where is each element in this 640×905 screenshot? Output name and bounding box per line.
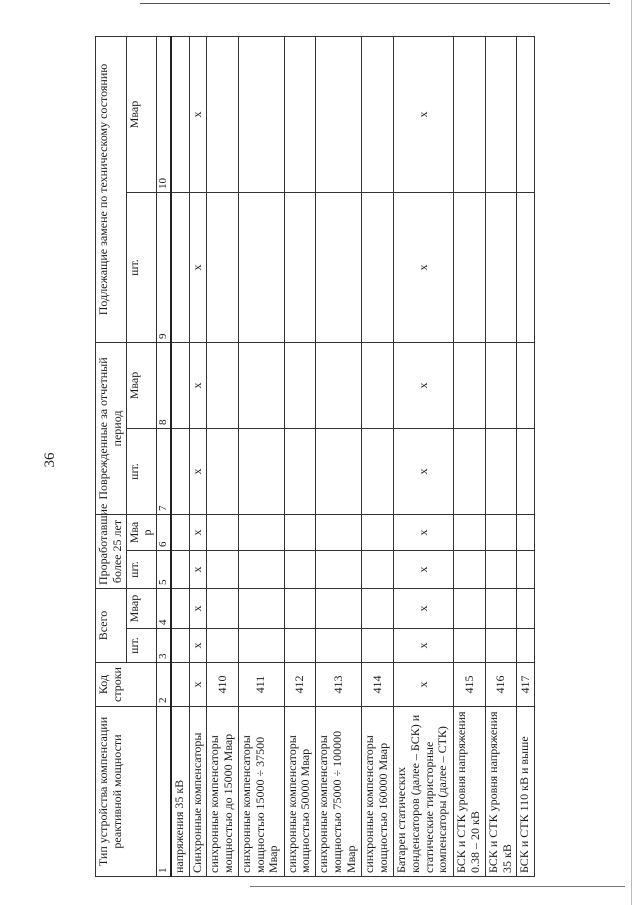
table-cell	[207, 629, 239, 663]
subheader-cell: Мва р	[126, 515, 157, 551]
header-group-over-25: Проработавшие более 25 лет	[96, 515, 127, 589]
column-number: 6	[157, 515, 172, 551]
table-cell	[238, 551, 284, 589]
row-type-label: синхронные компенсаторы мощностью 160000 Мвар	[362, 707, 394, 877]
table-cell	[171, 193, 189, 343]
table-cell	[238, 629, 284, 663]
reactive-power-table	[95, 36, 535, 877]
rotated-table-container	[95, 37, 535, 877]
table-cell	[316, 343, 362, 429]
table-row	[207, 37, 239, 877]
row-type-label: синхронные компенсаторы мощностью 50000 Мвар	[284, 707, 316, 877]
table-cell	[362, 515, 394, 551]
subheader-cell: Мвар	[126, 343, 157, 429]
table-cell	[238, 429, 284, 515]
row-code: 415	[454, 663, 486, 707]
row-code: 417	[517, 663, 535, 707]
table-cell	[207, 515, 239, 551]
subheader-cell: шт.	[126, 629, 157, 663]
table-cell	[284, 429, 316, 515]
table-row	[485, 37, 517, 877]
top-rule	[140, 3, 610, 4]
table-cell	[207, 589, 239, 629]
table-cell	[171, 551, 189, 589]
row-code: x	[189, 663, 206, 707]
table-cell	[485, 343, 517, 429]
table-cell	[517, 589, 535, 629]
table-cell: x	[393, 37, 453, 193]
column-number: 2	[157, 663, 172, 707]
table-cell	[207, 343, 239, 429]
table-cell	[316, 551, 362, 589]
table-cell	[316, 629, 362, 663]
table-cell: x	[189, 429, 206, 515]
table-cell	[238, 343, 284, 429]
subheader-cell: Мвар	[126, 589, 157, 629]
table-cell	[207, 551, 239, 589]
row-type-label: напряжения 35 кВ	[171, 707, 189, 877]
table-cell	[238, 515, 284, 551]
table-cell	[362, 629, 394, 663]
table-cell	[517, 343, 535, 429]
subheader-cell: шт.	[126, 551, 157, 589]
row-type-label: Синхронные компенсаторы	[189, 707, 206, 877]
table-cell: x	[189, 629, 206, 663]
row-code: 413	[316, 663, 362, 707]
table-cell	[238, 193, 284, 343]
table-cell	[238, 37, 284, 193]
table-row	[284, 37, 316, 877]
bottom-rule	[250, 886, 625, 887]
table-row	[189, 37, 206, 877]
table-cell: x	[189, 515, 206, 551]
row-type-label: синхронные компенсаторы мощностью 75000 ÷ 100000 Мвар	[316, 707, 362, 877]
table-cell	[207, 37, 239, 193]
table-cell	[362, 193, 394, 343]
table-cell	[362, 551, 394, 589]
row-code	[171, 663, 189, 707]
table-cell	[362, 343, 394, 429]
table-cell	[284, 551, 316, 589]
table-cell: x	[393, 193, 453, 343]
table-cell	[485, 193, 517, 343]
table-row	[362, 37, 394, 877]
table-cell	[517, 551, 535, 589]
table-cell	[171, 429, 189, 515]
row-type-label: БСК и СТК уровня напряжения 0.38 – 20 кВ	[454, 707, 486, 877]
table-cell: x	[189, 551, 206, 589]
table-cell	[171, 589, 189, 629]
table-cell: x	[393, 629, 453, 663]
row-type-label: синхронные компенсаторы мощностью 15000 ÷ 37500 Мвар	[238, 707, 284, 877]
header-group-replace: Подлежащие замене по техническому состоянию	[96, 37, 127, 343]
table-cell: x	[393, 429, 453, 515]
table-cell	[362, 429, 394, 515]
row-type-label: БСК и СТК уровня напряжения 35 кВ	[485, 707, 517, 877]
table-cell	[284, 629, 316, 663]
table-row	[171, 37, 189, 877]
table-cell	[284, 589, 316, 629]
table-row	[454, 37, 486, 877]
table-cell	[485, 551, 517, 589]
table-cell	[316, 515, 362, 551]
table-cell: x	[393, 343, 453, 429]
row-code: 412	[284, 663, 316, 707]
subheader-cell: Мвар	[126, 37, 157, 193]
table-cell	[171, 343, 189, 429]
table-cell	[454, 629, 486, 663]
table-row	[393, 37, 453, 877]
row-code: x	[393, 663, 453, 707]
row-type-label: синхронные компенсаторы мощностью до 15000 Мвар	[207, 707, 239, 877]
column-number: 3	[157, 629, 172, 663]
table-cell: x	[189, 37, 206, 193]
header-group-damaged: Поврежденные за отчетный период	[96, 343, 127, 515]
table-cell	[454, 551, 486, 589]
table-cell: x	[189, 343, 206, 429]
page-edge	[631, 0, 632, 905]
table-cell	[316, 193, 362, 343]
table-cell	[485, 629, 517, 663]
row-code: 411	[238, 663, 284, 707]
subheader-cell: шт.	[126, 429, 157, 515]
table-row	[238, 37, 284, 877]
table-cell	[171, 629, 189, 663]
table-cell	[485, 589, 517, 629]
table-cell	[284, 37, 316, 193]
table-cell	[454, 193, 486, 343]
row-code: 414	[362, 663, 394, 707]
table-cell: x	[189, 193, 206, 343]
table-cell	[485, 515, 517, 551]
header-group-total: Всего	[96, 589, 127, 663]
table-row	[517, 37, 535, 877]
column-number: 9	[157, 193, 172, 343]
column-number: 5	[157, 551, 172, 589]
column-number: 1	[157, 707, 172, 877]
column-number: 10	[157, 37, 172, 193]
table-cell	[362, 589, 394, 629]
table-cell	[454, 589, 486, 629]
table-cell	[454, 37, 486, 193]
row-code: 410	[207, 663, 239, 707]
table-cell	[454, 343, 486, 429]
table-cell: x	[393, 515, 453, 551]
table-cell	[316, 589, 362, 629]
table-cell	[238, 589, 284, 629]
page-number: 36	[41, 452, 58, 468]
row-type-label: Батареи статических конденсаторов (далее – БСК) и статические тиристорные компенсаторы (далее – СТК)	[393, 707, 453, 877]
table-cell	[517, 629, 535, 663]
table-cell	[454, 429, 486, 515]
column-number: 7	[157, 429, 172, 515]
table-body	[157, 37, 535, 877]
table-cell	[171, 515, 189, 551]
table-cell	[517, 193, 535, 343]
table-cell	[284, 343, 316, 429]
table-cell	[454, 515, 486, 551]
column-number: 8	[157, 343, 172, 429]
table-cell	[171, 37, 189, 193]
header-code: Код строки	[96, 663, 157, 707]
table-cell	[284, 193, 316, 343]
table-cell	[485, 37, 517, 193]
table-cell	[485, 429, 517, 515]
table-cell	[207, 193, 239, 343]
table-cell	[517, 515, 535, 551]
table-cell	[316, 429, 362, 515]
row-code: 416	[485, 663, 517, 707]
table-cell	[362, 37, 394, 193]
table-row	[316, 37, 362, 877]
column-number: 4	[157, 589, 172, 629]
table-cell	[284, 515, 316, 551]
column-numbers-row	[157, 37, 172, 877]
row-type-label: БСК и СТК 110 кВ и выше	[517, 707, 535, 877]
table-cell	[517, 429, 535, 515]
table-cell	[316, 37, 362, 193]
subheader-cell: шт.	[126, 193, 157, 343]
table-cell: x	[393, 551, 453, 589]
table-cell	[517, 37, 535, 193]
table-cell	[207, 429, 239, 515]
header-type: Тип устройства компенсации реактивной мощности	[96, 707, 157, 877]
table-cell: x	[393, 589, 453, 629]
table-cell: x	[189, 589, 206, 629]
